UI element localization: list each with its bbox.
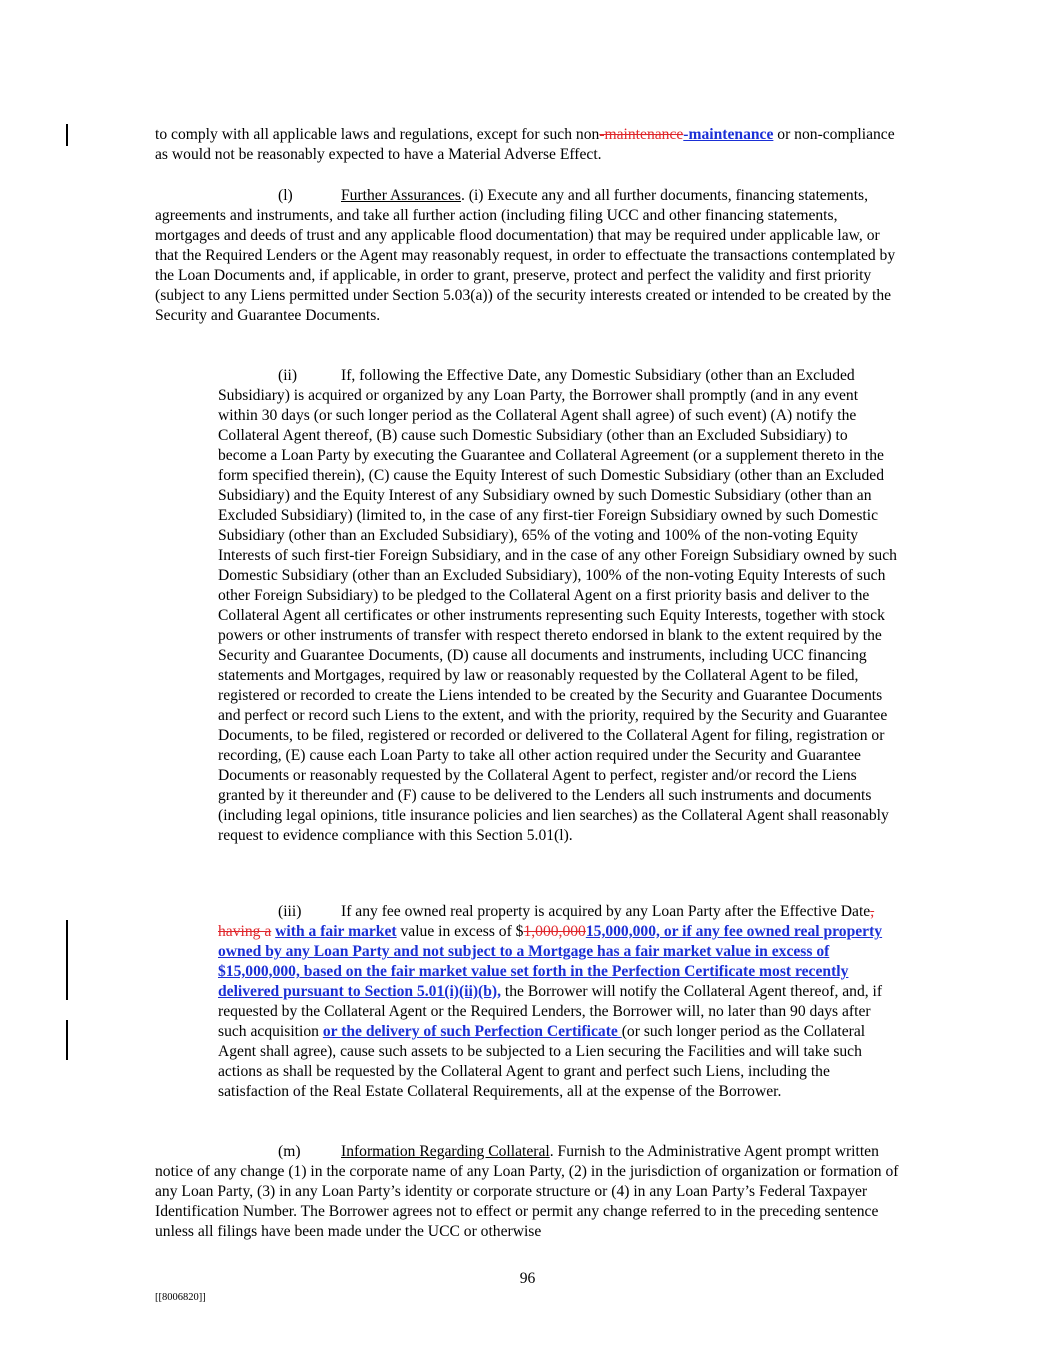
paragraph-m-information-regarding-collateral: [155, 1142, 900, 1242]
section-number: (iii): [278, 903, 302, 920]
inserted-text: or the delivery of such Perfection Certificate: [322, 1023, 622, 1040]
change-bar: [66, 920, 68, 1000]
deleted-text: , having a: [218, 903, 875, 940]
section-body: . Furnish to the Administrative Agent prompt written notice of any change (1) in the corporate name of any Loan Party, (2) in the jurisdiction of organization or formation of any Loan Party, (3) in any Loan Party’s identity or corporate structure or (4) in any Loan Party’s Federal Taxpayer Identification Number. The Borrower agrees not to effect or permit any change referred to in the preceding sentence unless all filings have been made under the UCC or otherwise: [155, 1143, 899, 1240]
section-heading: Further Assurances: [341, 187, 461, 204]
section-heading: Information Regarding Collateral: [341, 1143, 550, 1160]
deleted-text: 1,000,000: [523, 923, 586, 940]
document-id: [[8006820]]: [155, 1292, 206, 1303]
paragraph-l-further-assurances: [155, 186, 900, 326]
change-bar: [66, 124, 68, 146]
text-run: the Borrower will notify the Collateral Agent thereof, and, if requested by the Collateral Agent or the Required Lenders, the Borrower will, no later than 90 days after such acquisition: [218, 983, 883, 1040]
deleted-text: -maintenance: [599, 126, 684, 143]
section-number: (l): [278, 187, 293, 204]
text-run: or non-compliance as would not be reasonably expected to have a Material Adverse Effect.: [155, 126, 895, 163]
inserted-text: -maintenance: [683, 126, 774, 143]
paragraph-l-iii: [218, 902, 900, 1102]
paragraph-l-ii: [218, 366, 900, 846]
section-body: If, following the Effective Date, any Domestic Subsidiary (other than an Excluded Subsidiary) is acquired or organized by any Loan Party, the Borrower shall promptly (and in any event within 30 days (or such longer period as the Collateral Agent shall agree) of such event) (A) notify the Collateral Agent thereof, (B) cause such Domestic Subsidiary (other than an Excluded Subsidiary) to become a Loan Party by executing the Guarantee and Collateral Agreement (or a supplement thereto in the form specified therein), (C) cause the Equity Interest of such Domestic Subsidiary (other than an Excluded Subsidiary) and the Equity Interest of any Subsidiary owned by such Domestic Subsidiary (other than an Excluded Subsidiary) (limited to, in the case of any first-tier Foreign Subsidiary owned by such Domestic Subsidiary (other than an Excluded Subsidiary), 65% of the voting and 100% of the non-voting Equity Interests of such first-tier Foreign Subsidiary, and in the case of any other Foreign Subsidiary owned by such Domestic Subsidiary (other than an Excluded Subsidiary), 100% of the non-voting Equity Interests of such other Foreign Subsidiary) to be pledged to the Collateral Agent on a first priority basis and deliver to the Collateral Agent all certificates or other instruments representing such Equity Interests, together with stock powers or other instruments of transfer with respect thereto endorsed in blank to the extent required by the Security and Guarantee Documents, (D) cause all documents and instruments, including UCC financing statements and Mortgages, required by law or reasonably requested by the Collateral Agent to be filed, registered or recorded to create the Liens intended to be created by the Security and Guarantee Documents and perfect or record such Liens to the extent, and with the priority, required by the Security and Guarantee Documents, to be filed, registered or recorded or delivered to the Collateral Agent for filing, registration or recording, (E) cause each Loan Party to take all other action required under the Security and Guarantee Documents or reasonably requested by the Collateral Agent to perfect, register and/or record the Liens granted by it thereunder and (F) cause to be delivered to the Lenders all such instruments and documents (including legal opinions, title insurance policies and lien searches) as the Collateral Agent shall reasonably request to evidence compliance with this Section 5.01(l).: [218, 367, 897, 844]
text-run: If any fee owned real property is acquired by any Loan Party after the Effective Date: [341, 903, 871, 920]
section-body: . (i) Execute any and all further documents, financing statements, agreements and instruments, and take all further action (including filing UCC and other financing statements, mortgages and deeds of trust and any applicable flood documentation) that may be required under applicable law, or that the Required Lenders or the Agent may reasonably request, in order to effectuate the transactions contemplated by the Loan Documents and, if applicable, in order to grant, preserve, protect and perfect the validity and first priority (subject to any Liens permitted under Section 5.03(a)) of the security interests created or intended to be created by the Security and Guarantee Documents.: [155, 187, 896, 324]
paragraph-continuation: [155, 125, 900, 165]
text-run: (or such longer period as the Collateral Agent shall agree), cause such assets to be subjected to a Lien securing the Facilities and will take such actions as shall be requested by the Collateral Agent to grant and perfect such Liens, including the satisfaction of the Real Estate Collateral Requirements, all at the expense of the Borrower.: [218, 1023, 866, 1100]
page-number: 96: [519, 1270, 536, 1287]
inserted-text: with a fair market: [275, 923, 397, 940]
section-number: (ii): [278, 367, 298, 384]
text-run: value in excess of $: [396, 923, 524, 940]
change-bar: [66, 1020, 68, 1060]
inserted-text: 15,000,000, or if any fee owned real property owned by any Loan Party and not subject to a Mortgage has a fair market value in excess of $15,000,000, based on the fair market value set forth in the Perfection Certificate most recently delivered pursuant to Section 5.01(i)(ii)(b),: [218, 923, 883, 1000]
section-number: (m): [278, 1143, 301, 1160]
text-run: to comply with all applicable laws and regulations, except for such non: [155, 126, 600, 143]
